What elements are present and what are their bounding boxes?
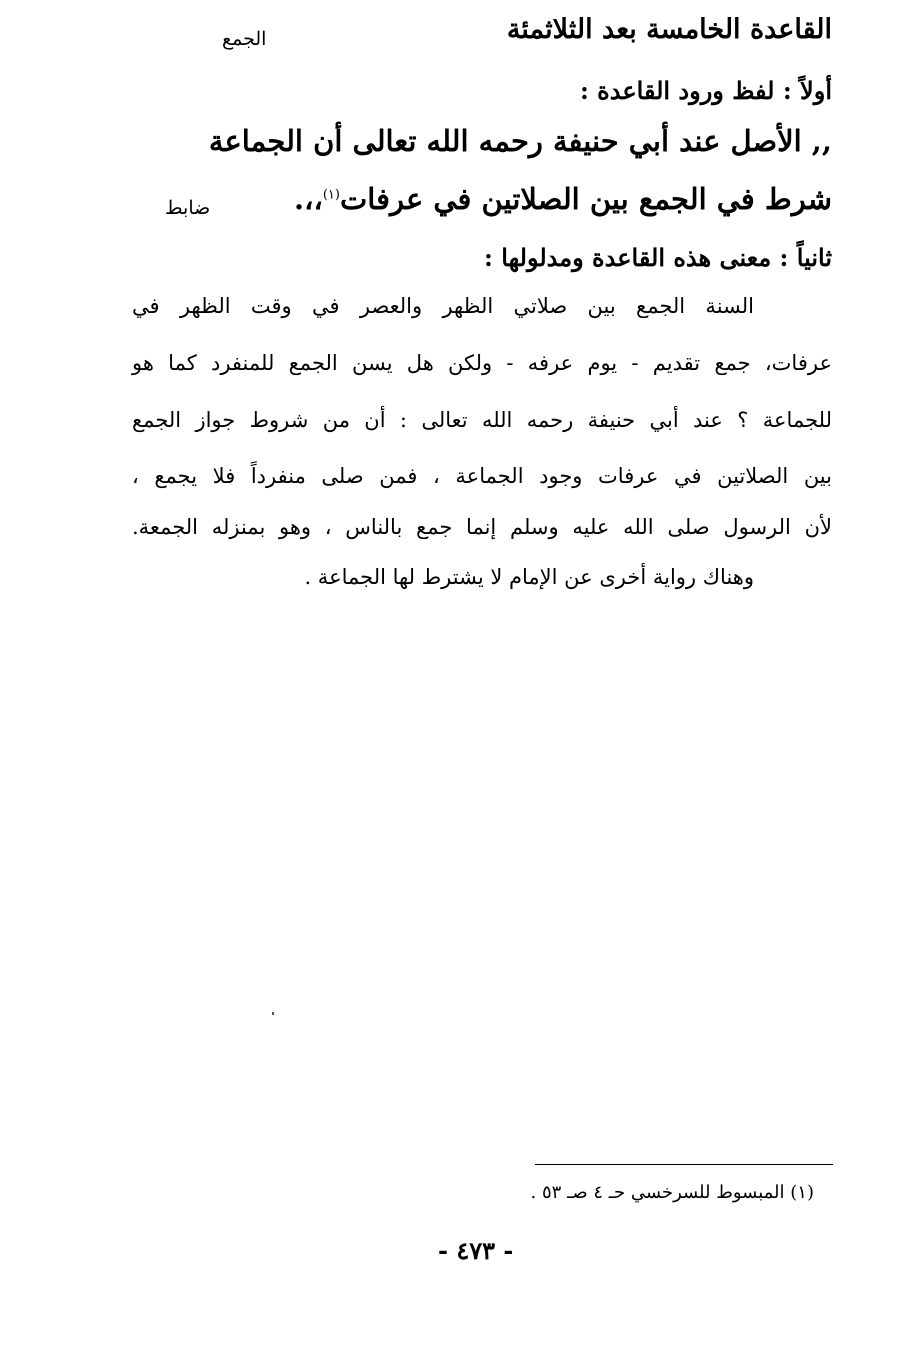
rule-title: القاعدة الخامسة بعد الثلاثمئة: [506, 14, 832, 45]
body-line-4: بين الصلاتين في عرفات وجود الجماعة ، فمن صلى منفرداً فلا يجمع ،: [132, 464, 832, 488]
section-heading-wording: أولاً : لفظ ورود القاعدة :: [579, 76, 832, 105]
body-line-5: لأن الرسول صلى الله عليه وسلم إنما جمع بالناس ، وهو بمنزله الجمعة.: [132, 515, 832, 539]
page-number: - ٤٧٣ -: [438, 1236, 514, 1265]
body-line-1: السنة الجمع بين صلاتي الظهر والعصر في وقت الظهر في: [132, 294, 754, 318]
body-line-6: وهناك رواية أخرى عن الإمام لا يشترط لها الجماعة .: [304, 565, 754, 589]
footnote-divider: [535, 1164, 833, 1165]
rule-statement-line-2: [294, 182, 832, 216]
rule-statement-end: ،،.: [294, 182, 323, 216]
section-heading-meaning: ثانياً : معنى هذه القاعدة ومدلولها :: [484, 243, 832, 272]
footnote-reference: (١): [322, 187, 340, 203]
scan-speck: [272, 1012, 274, 1015]
rule-statement-text: شرط في الجمع بين الصلاتين في عرفات: [339, 182, 832, 216]
body-line-3: للجماعة ؟ عند أبي حنيفة رحمه الله تعالى : أن من شروط جواز الجمع: [132, 408, 832, 432]
rule-statement-line-1: ,, الأصل عند أبي حنيفة رحمه الله تعالى أن الجماعة: [208, 124, 832, 158]
topic-tag: الجمع: [222, 28, 267, 50]
body-line-2: عرفات، جمع تقديم - يوم عرفه - ولكن هل يسن الجمع للمنفرد كما هو: [132, 351, 832, 375]
footnote-text: (١) المبسوط للسرخسي حـ ٤ صـ ٥٣ .: [530, 1182, 814, 1203]
rule-type-tag: ضابط: [165, 197, 211, 219]
